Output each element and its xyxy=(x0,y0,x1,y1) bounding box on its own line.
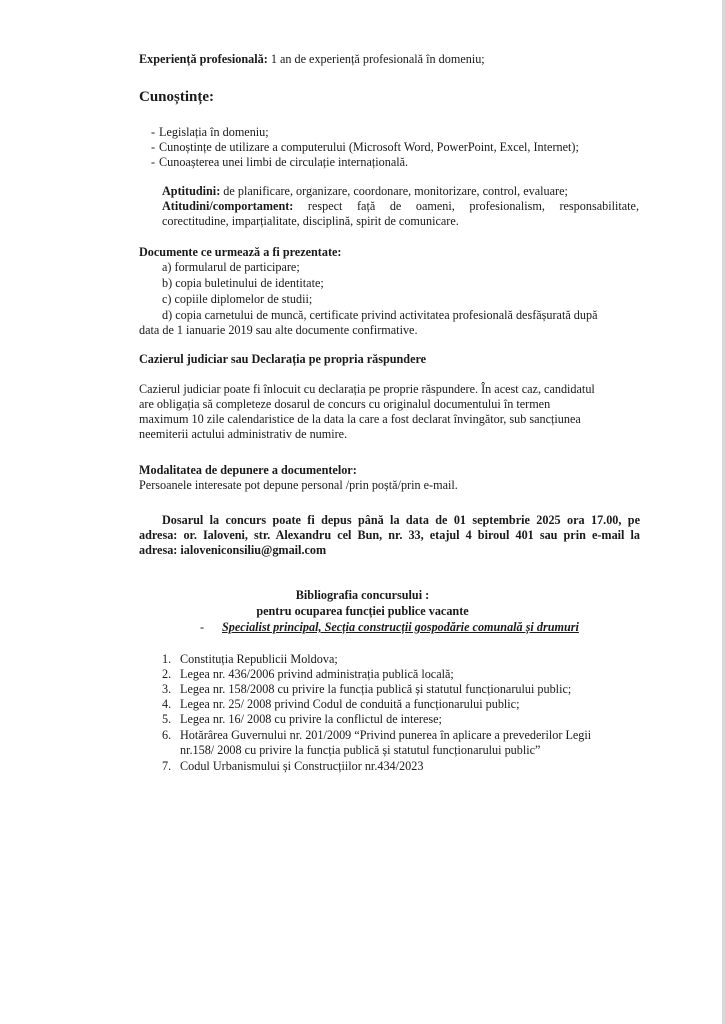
attitudes-value: respect față de oameni, profesionalism, responsabilitate, xyxy=(293,199,639,213)
position-dash: - xyxy=(200,620,205,634)
deadline-line: adresa: or. Ialoveni, str. Alexandru cel Bun, nr. 33, etajul 4 biroul 401 sau prin e-mail la xyxy=(139,528,640,542)
bibliography-title: Bibliografia concursului : xyxy=(295,588,430,602)
bibliography-item xyxy=(162,759,423,774)
knowledge-item-text: Cunoașterea unei limbi de circulație internațională. xyxy=(159,155,409,169)
item-text: Legea nr. 25/ 2008 privind Codul de conduită a funcționarului public; xyxy=(180,697,520,711)
experience-label: Experiență profesională: xyxy=(139,52,268,66)
documents-item: a) formularul de participare; xyxy=(162,260,300,274)
bibliography-item xyxy=(162,697,519,712)
documents-item: b) copia buletinului de identitate; xyxy=(162,276,324,290)
bibliography-item xyxy=(162,682,571,697)
criminal-record-line: Cazierul judiciar poate fi înlocuit cu declarația pe proprie răspundere. În acest caz, candidatul xyxy=(139,382,595,396)
deadline-line: Dosarul la concurs poate fi depus până la data de 01 septembrie 2025 ora 17.00, pe xyxy=(162,513,640,527)
documents-heading: Documente ce urmează a fi prezentate: xyxy=(139,245,342,259)
item-text: Legea nr. 158/2008 cu privire la funcția publică și statutul funcționarului public; xyxy=(180,682,572,696)
item-text: Hotărârea Guvernului nr. 201/2009 “Privind punerea în aplicare a prevederilor Legii xyxy=(180,728,592,742)
attitudes-label: Atitudini/comportament: xyxy=(162,199,294,213)
item-text: Constituția Republicii Moldova; xyxy=(180,652,338,666)
experience-value: 1 an de experiență profesională în domeniu; xyxy=(267,52,485,66)
criminal-record-line: maximum 10 zile calendaristice de la data la care a fost declarat învingător, sub sancțiunea xyxy=(139,412,581,426)
aptitudes-value: de planificare, organizare, coordonare, monitorizare, control, evaluare; xyxy=(220,184,568,198)
knowledge-item: - Cunoștințe de utilizare a computerului (Microsoft Word, PowerPoint, Excel, Internet); xyxy=(151,140,579,154)
attitudes-line-2: corectitudine, imparțialitate, disciplină, spirit de comunicare. xyxy=(162,214,459,228)
attitudes-line xyxy=(162,199,639,214)
knowledge-item-text: Legislația în domeniu; xyxy=(159,125,269,139)
item-number: 1. xyxy=(162,652,172,666)
documents-item: d) copia carnetului de muncă, certificate privind activitatea profesională desfășurată după xyxy=(162,308,598,322)
knowledge-heading: Cunoștințe: xyxy=(139,89,215,105)
knowledge-item-text: Cunoștințe de utilizare a computerului (Microsoft Word, PowerPoint, Excel, Internet); xyxy=(159,140,579,154)
item-number: 5. xyxy=(162,712,172,726)
bibliography-subtitle: pentru ocuparea funcției publice vacante xyxy=(256,604,469,618)
criminal-record-heading: Cazierul judiciar sau Declarația pe propria răspundere xyxy=(139,352,427,366)
experience-line xyxy=(139,52,485,67)
knowledge-item: - Cunoașterea unei limbi de circulație internațională. xyxy=(151,155,409,169)
item-number: 3. xyxy=(162,682,172,696)
criminal-record-line: are obligația să completeze dosarul de concurs cu originalul documentului în termen xyxy=(139,397,551,411)
deadline-email-line: adresa: ialoveniconsiliu@gmail.com xyxy=(139,543,327,557)
submission-text: Persoanele interesate pot depune personal /prin poștă/prin e-mail. xyxy=(139,478,458,492)
bibliography-item xyxy=(162,728,591,743)
submission-heading: Modalitatea de depunere a documentelor: xyxy=(139,463,357,477)
bibliography-item-cont: nr.158/ 2008 cu privire la funcția publică și statutul funcționarului public” xyxy=(180,743,541,757)
bibliography-item xyxy=(162,652,338,667)
criminal-record-line: neemiterii actului administrativ de numire. xyxy=(139,427,348,441)
item-number: 7. xyxy=(162,759,172,773)
position-title: Specialist principal, Secția construcții gospodărie comunală și drumuri xyxy=(222,620,579,634)
bibliography-item xyxy=(162,712,442,727)
item-text: Legea nr. 436/2006 privind administrația publică locală; xyxy=(180,667,454,681)
documents-item: c) copiile diplomelor de studii; xyxy=(162,292,313,306)
item-text: Legea nr. 16/ 2008 cu privire la conflictul de interese; xyxy=(180,712,442,726)
aptitudes-label: Aptitudini: xyxy=(162,184,221,198)
item-number: 2. xyxy=(162,667,172,681)
item-number: 6. xyxy=(162,728,172,742)
bibliography-position xyxy=(200,620,579,635)
item-number: 4. xyxy=(162,697,172,711)
documents-item-cont: data de 1 ianuarie 2019 sau alte documente confirmative. xyxy=(139,323,418,337)
aptitudes-line xyxy=(162,184,568,199)
knowledge-item: - Legislația în domeniu; xyxy=(151,125,269,139)
item-text: Codul Urbanismului și Construcțiilor nr.434/2023 xyxy=(180,759,424,773)
bibliography-item xyxy=(162,667,454,682)
